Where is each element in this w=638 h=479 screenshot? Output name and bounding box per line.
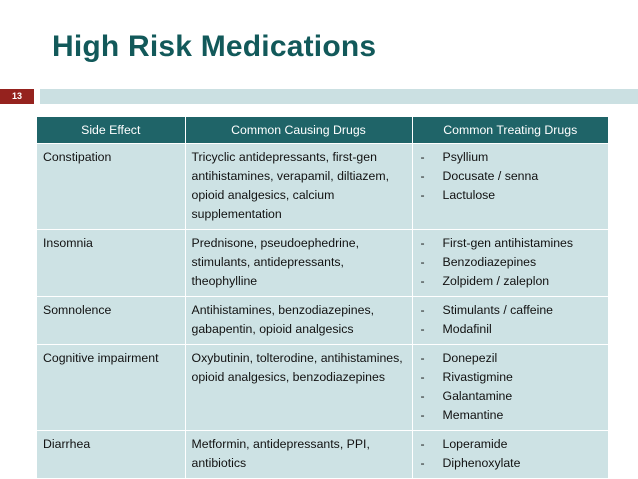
dash-bullet: - [420, 389, 425, 403]
table-row [37, 144, 608, 230]
list-item [419, 435, 603, 454]
slide-number-badge: 13 [0, 89, 34, 104]
dash-bullet: - [420, 370, 425, 384]
dash-bullet: - [420, 408, 425, 422]
treating-drugs-list [419, 234, 603, 291]
dash-bullet: - [420, 169, 425, 183]
dash-bullet: - [420, 456, 425, 470]
list-item [419, 186, 603, 205]
list-item [419, 253, 603, 272]
treating-drug-name: Lactulose [442, 188, 496, 202]
table-row [37, 345, 608, 431]
table-header-row [37, 117, 608, 144]
causing-drugs-cell: Prednisone, pseudoephedrine, stimulants, antidepressants, theophylline [185, 230, 412, 297]
table-row [37, 431, 608, 479]
treating-drugs-cell [412, 345, 608, 431]
causing-drugs-cell: Tricyclic antidepressants, first-gen antihistamines, verapamil, diltiazem, opioid analgesics, calcium supplementation [185, 144, 412, 230]
dash-bullet: - [420, 150, 425, 164]
treating-drug-name: Galantamine [442, 389, 513, 403]
list-item [419, 368, 603, 387]
list-item [419, 272, 603, 291]
causing-drugs-cell: Oxybutinin, tolterodine, antihistamines, opioid analgesics, benzodiazepines [185, 345, 412, 431]
side-effect-cell: Somnolence [37, 297, 185, 345]
treating-drug-name: Psyllium [442, 150, 489, 164]
table-row [37, 230, 608, 297]
list-item [419, 349, 603, 368]
medications-table [37, 117, 608, 478]
treating-drug-name: Docusate / senna [442, 169, 539, 183]
treating-drug-name: Loperamide [442, 437, 508, 451]
dash-bullet: - [420, 322, 425, 336]
treating-drugs-cell [412, 144, 608, 230]
treating-drugs-list [419, 349, 603, 425]
dash-bullet: - [420, 351, 425, 365]
treating-drug-name: Diphenoxylate [442, 456, 521, 470]
list-item [419, 454, 603, 473]
causing-drugs-cell: Antihistamines, benzodiazepines, gabapentin, opioid analgesics [185, 297, 412, 345]
header-treating-drugs: Common Treating Drugs [412, 117, 608, 144]
table-body [37, 144, 608, 479]
treating-drug-name: Benzodiazepines [442, 255, 537, 269]
dash-bullet: - [420, 437, 425, 451]
side-effect-cell: Constipation [37, 144, 185, 230]
treating-drug-name: Donepezil [442, 351, 498, 365]
treating-drug-name: Zolpidem / zaleplon [442, 274, 550, 288]
table-row [37, 297, 608, 345]
list-item [419, 167, 603, 186]
header-causing-drugs: Common Causing Drugs [185, 117, 412, 144]
slide-title: High Risk Medications [52, 30, 377, 63]
title-rule [40, 89, 638, 104]
list-item [419, 301, 603, 320]
dash-bullet: - [420, 303, 425, 317]
header-side-effect: Side Effect [37, 117, 185, 144]
treating-drugs-cell [412, 230, 608, 297]
treating-drug-name: Rivastigmine [442, 370, 513, 384]
list-item [419, 148, 603, 167]
dash-bullet: - [420, 188, 425, 202]
treating-drugs-list [419, 301, 603, 339]
dash-bullet: - [420, 236, 425, 250]
side-effect-cell: Diarrhea [37, 431, 185, 479]
dash-bullet: - [420, 274, 425, 288]
treating-drug-name: Memantine [442, 408, 504, 422]
list-item [419, 234, 603, 253]
treating-drugs-cell [412, 431, 608, 479]
treating-drug-name: Stimulants / caffeine [442, 303, 554, 317]
list-item [419, 406, 603, 425]
treating-drugs-list [419, 435, 603, 473]
list-item [419, 387, 603, 406]
treating-drug-name: Modafinil [442, 322, 492, 336]
side-effect-cell: Cognitive impairment [37, 345, 185, 431]
list-item [419, 320, 603, 339]
causing-drugs-cell: Metformin, antidepressants, PPI, antibiotics [185, 431, 412, 479]
treating-drugs-list [419, 148, 603, 205]
dash-bullet: - [420, 255, 425, 269]
treating-drugs-cell [412, 297, 608, 345]
side-effect-cell: Insomnia [37, 230, 185, 297]
treating-drug-name: First-gen antihistamines [442, 236, 574, 250]
